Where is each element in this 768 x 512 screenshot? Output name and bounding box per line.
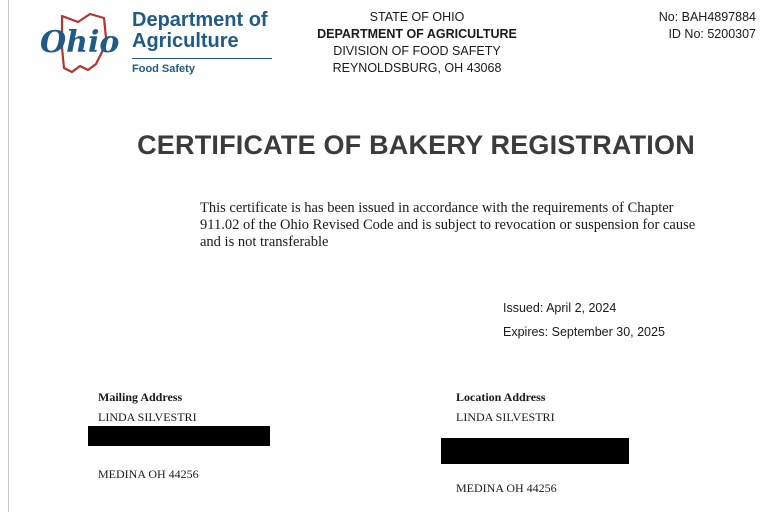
mailing-address-header: Mailing Address [98,390,183,404]
logo-title-line1: Department of [132,9,268,31]
logo-divider [132,58,272,59]
location-city-line: MEDINA OH 44256 [456,481,557,495]
mailing-city-line: MEDINA OH 44256 [98,467,199,481]
certificate-id-number: ID No: 5200307 [668,27,756,41]
logo-subtitle: Food Safety [132,63,195,75]
expires-date: Expires: September 30, 2025 [503,325,665,339]
agency-department: DEPARTMENT OF AGRICULTURE [317,27,517,41]
agency-address: REYNOLDSBURG, OH 43068 [332,61,502,75]
logo-state-script: Ohio [40,25,120,60]
issued-date: Issued: April 2, 2024 [503,301,617,315]
certificate-statement: This certificate is has been issued in accordance with the requirements of Chapter 911.02 of the Ohio Revised Code and is subject to revocation or suspension for cause and is not transferable [200,200,696,250]
agency-state: STATE OF OHIO [369,10,465,24]
logo-title-line2: Agriculture [132,30,239,52]
ohio-agriculture-logo [36,8,276,80]
certificate-dates [503,296,665,344]
mailing-street-redaction [88,426,270,446]
certificate-number: No: BAH4897884 [658,10,756,24]
location-address-header: Location Address [456,390,546,404]
agency-header [290,9,544,77]
certificate-numbers [612,9,756,43]
page-edge-line [8,0,9,512]
location-name: LINDA SILVESTRI [456,410,555,424]
certificate-title: CERTIFICATE OF BAKERY REGISTRATION [137,130,695,160]
agency-division: DIVISION OF FOOD SAFETY [333,44,501,58]
location-street-redaction [441,438,629,464]
mailing-name: LINDA SILVESTRI [98,410,197,424]
ohio-state-outline-icon [36,8,132,80]
